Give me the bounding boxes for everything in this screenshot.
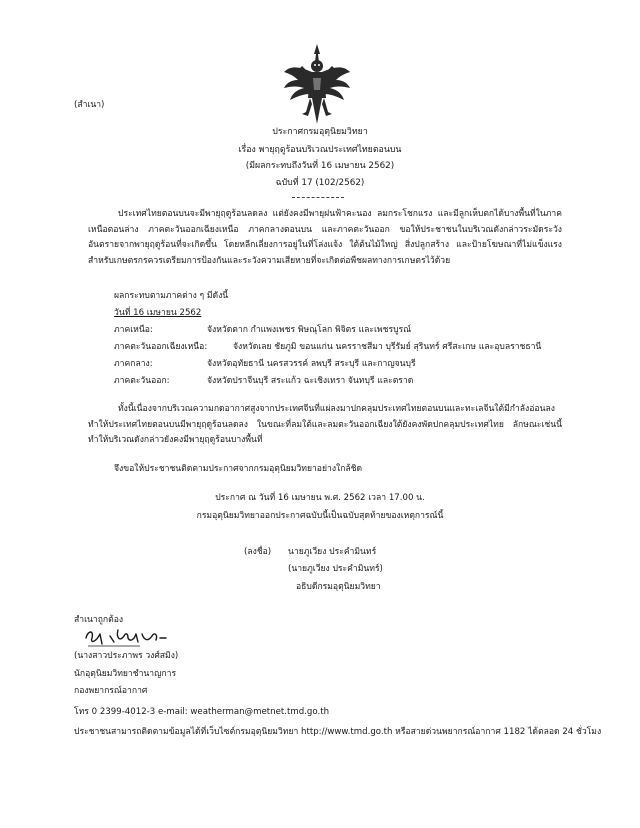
footer-note: ประชาชนสามารถติดตามข้อมูลได้ที่เว็บไซต์กรมอุตุนิยมวิทยา http://www.tmd.go.th หรือสายด่วนพยากรณ์อากาศ 1182 ได้ตลอด 24 ชั่วโมง <box>74 727 602 737</box>
garuda-emblem-icon <box>282 42 352 126</box>
region-label-northeast: ภาคตะวันออกเฉียงเหนือ: <box>114 342 208 352</box>
announcement-title: ประกาศกรมอุตุนิยมวิทยา <box>272 127 368 137</box>
certified-name: (นางสาวประภาพร วงศ์สมิง) <box>74 651 179 661</box>
region-provinces-central: จังหวัดอุทัยธานี นครสวรรค์ ลพบุรี สระบุรี และกาญจนบุรี <box>207 359 416 369</box>
signatory-position: อธิบดีกรมอุตุนิยมวิทยา <box>296 582 381 592</box>
handwritten-signature <box>80 620 180 650</box>
announcement-effective: (มีผลกระทบถึงวันที่ 16 เมษายน 2562) <box>245 161 395 171</box>
impact-intro: ผลกระทบตามภาคต่าง ๆ มีดังนี้ <box>114 291 229 301</box>
certified-contact: โทร 0 2399-4012-3 e-mail: weatherman@metnet.tmd.go.th <box>74 707 330 717</box>
signed-label: (ลงชื่อ) <box>244 547 272 557</box>
final-note: กรมอุตุนิยมวิทยาออกประกาศฉบับนี้เป็นฉบับสุดท้ายของเหตุการณ์นี้ <box>196 511 444 521</box>
copy-label: (สำเนา) <box>74 100 105 110</box>
body-paragraph-2: ทั้งนี้เนื่องจากบริเวณความกดอากาศสูงจากประเทศจีนที่แผ่ลงมาปกคลุมประเทศไทยตอนบนและทะเลจีนใต้มีกำลังอ่อนลง ทำให้ประเทศไทยตอนบนมีพายุฤดูร้อนลดลง ในขณะที่ลมใต้และลมตะวันออกเฉียงใต้ยังคงพัดปกคลุมประเทศไทย ลักษณะเช่นนี้ทำให้บริเวณดังกล่าวยังคงมีพายุฤดูร้อนบางพื้นที่ <box>88 404 562 445</box>
header-divider <box>292 197 344 198</box>
announced-date: ประกาศ ณ วันที่ 16 เมษายน พ.ศ. 2562 เวลา 17.00 น. <box>215 493 425 503</box>
announcement-subject: เรื่อง พายุฤดูร้อนบริเวณประเทศไทยตอนบน <box>238 145 402 155</box>
region-provinces-north: จังหวัดตาก กำแพงเพชร พิษณุโลก พิจิตร และเพชรบูรณ์ <box>207 325 412 335</box>
region-provinces-east: จังหวัดปราจีนบุรี สระแก้ว ฉะเชิงเทรา จันทบุรี และตราด <box>207 376 414 386</box>
region-provinces-northeast: จังหวัดเลย ชัยภูมิ ขอนแก่น นครราชสีมา บุรีรัมย์ สุรินทร์ ศรีสะเกษ และอุบลราชธานี <box>233 342 542 352</box>
signatory-name: นายภูเวียง ประคำมินทร์ <box>288 547 377 557</box>
body-paragraph-3: จึงขอให้ประชาชนติดตามประกาศจากกรมอุตุนิยมวิทยาอย่างใกล้ชิด <box>114 464 363 474</box>
certified-division: กองพยากรณ์อากาศ <box>74 686 148 696</box>
certified-label: สำเนาถูกต้อง <box>74 615 124 625</box>
body-paragraph-1: ประเทศไทยตอนบนจะมีพายุฤดูร้อนลดลง แต่ยังคงมีพายุฝนฟ้าคะนอง ลมกระโชกแรง และมีลูกเห็บตกได้บางพื้นที่ในภาคเหนือตอนล่าง ภาคตะวันออกเฉียงเหนือ ภาคกลางตอนบน และภาคตะวันออก ขอให้ประชาชนในบริเวณดังกล่าวระมัดระวังอันตรายจากพายุฤดูร้อนที่จะเกิดขึ้น โดยหลีกเลี่ยงการอยู่ในที่โล่งแจ้ง ใต้ต้นไม้ใหญ่ สิ่งปลูกสร้าง และป้ายโฆษณาที่ไม่แข็งแรง สำหรับเกษตรกรควรเตรียมการป้องกันและระวังความเสียหายที่จะเกิดต่อพืชผลทางการเกษตรไว้ด้วย <box>88 209 562 266</box>
certified-position: นักอุตุนิยมวิทยาชำนาญการ <box>74 669 177 679</box>
announcement-issue: ฉบับที่ 17 (102/2562) <box>275 178 365 188</box>
signatory-name-paren: (นายภูเวียง ประคำมินทร์) <box>288 564 383 574</box>
region-label-east: ภาคตะวันออก: <box>114 376 170 386</box>
region-label-central: ภาคกลาง: <box>114 359 153 369</box>
region-label-north: ภาคเหนือ: <box>114 325 153 335</box>
impact-date: วันที่ 16 เมษายน 2562 <box>114 308 202 318</box>
